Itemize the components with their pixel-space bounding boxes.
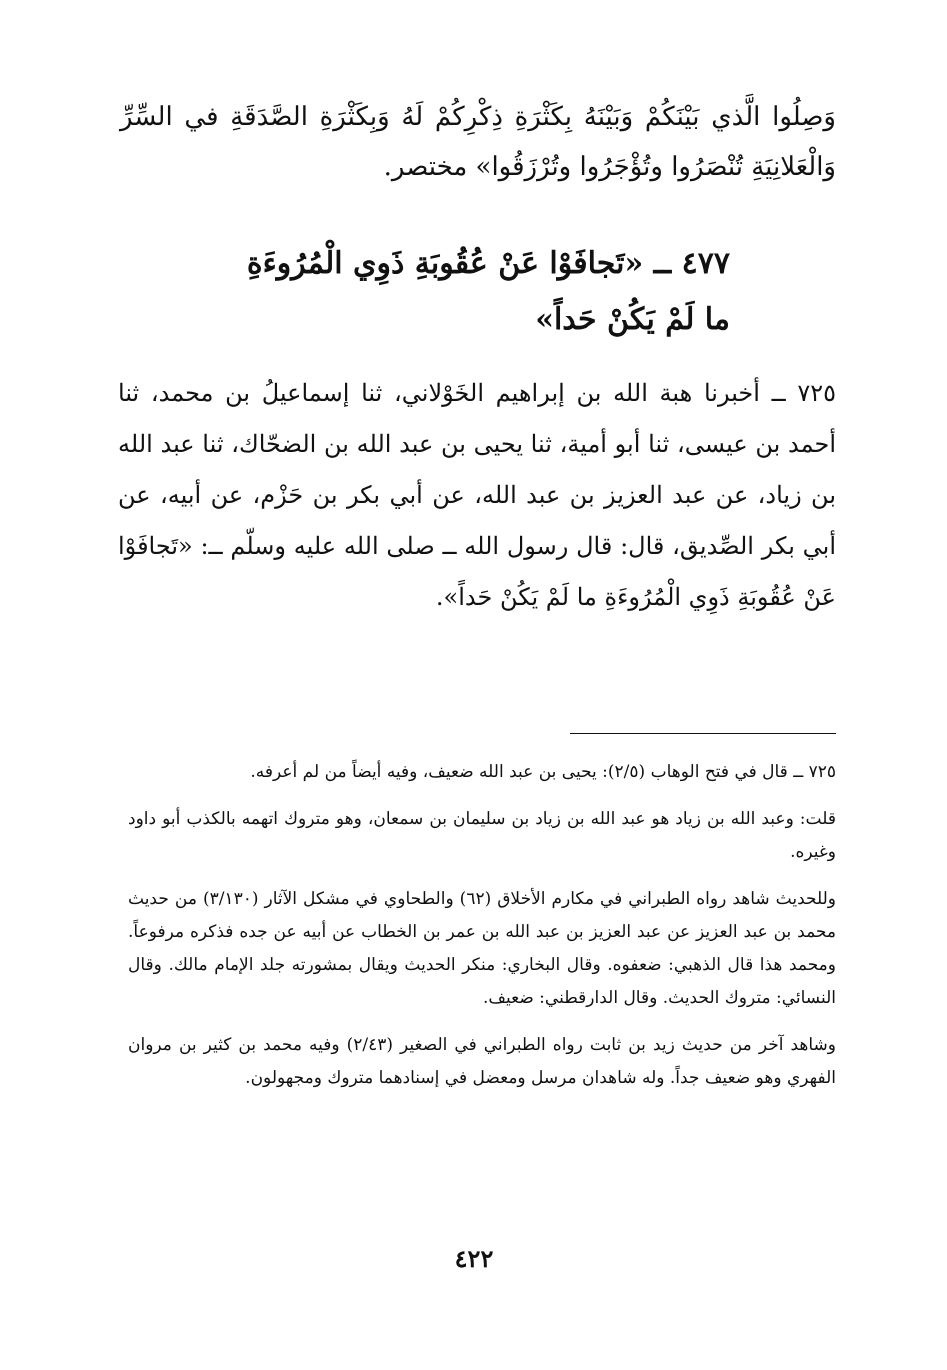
hadith-heading: ٤٧٧ ــ «تَجافَوْا عَنْ عُقُوبَةِ ذَوِي الْمُرُوءَةِ ما لَمْ يَكُنْ حَداً» [246, 246, 730, 337]
footnote-paragraph: وشاهد آخر من حديث زيد بن ثابت رواه الطبراني في الصغير (٢/٤٣) وفيه محمد بن كثير بن مروان الفهري وهو ضعيف جداً. وله شاهدان مرسل ومعضل في إسنادهما متروك ومجهولون. [128, 1035, 836, 1088]
page-number: ٤٢٢ [454, 1244, 494, 1273]
intro-paragraph: وَصِلُوا الَّذي بَيْنَكُمْ وَبَيْنَهُ بِكَثْرَةِ ذِكْرِكُمْ لَهُ وَبِكَثْرَةِ الصَّدَقَةِ في السِّرِّ وَالْعَلانِيَةِ تُنْصَرُوا وتُؤْجَرُوا وتُرْزَقُوا» مختصر. [120, 102, 836, 182]
footnote-paragraph: ٧٢٥ ــ قال في فتح الوهاب (٢/٥): يحيى بن عبد الله ضعيف، وفيه أيضاً من لم أعرفه. [250, 762, 836, 782]
footnote-paragraph: قلت: وعبد الله بن زياد هو عبد الله بن زياد بن سليمان بن سمعان، وهو متروك اتهمه بالكذب أبو داود وغيره. [128, 809, 836, 862]
hadith-paragraph: ٧٢٥ ــ أخبرنا هبة الله بن إبراهيم الخَوْلاني، ثنا إسماعيلُ بن محمد، ثنا أحمد بن عيسى، ثنا أبو أمية، ثنا يحيى بن عبد الله بن الضحّاك، ثنا عبد الله بن زياد، عن عبد العزيز بن عبد الله، عن أبي بكر بن حَزْم، عن أبيه، عن أبي بكر الصِّديق، قال: قال رسول الله ــ صلى الله عليه وسلّم ــ: «تَجافَوْا عَنْ عُقُوبَةِ ذَوِي الْمُرُوءَةِ ما لَمْ يَكُنْ حَداً». [118, 379, 836, 611]
footnote-separator [570, 733, 836, 734]
footnote-paragraph: وللحديث شاهد رواه الطبراني في مكارم الأخلاق (٦٢) والطحاوي في مشكل الآثار (٣/١٣٠) من حديث محمد بن عبد العزيز عن عبد العزيز بن عبد الله بن عمر بن الخطاب عن أبيه عن جده فذكره مرفوعاً. ومحمد هذا قال الذهبي: ضعفوه. وقال البخاري: منكر الحديث ويقال بمشورته جلد الإمام مالك. وقال النسائي: متروك الحديث. وقال الدارقطني: ضعيف. [128, 889, 836, 1008]
footnotes-section [128, 756, 836, 1109]
